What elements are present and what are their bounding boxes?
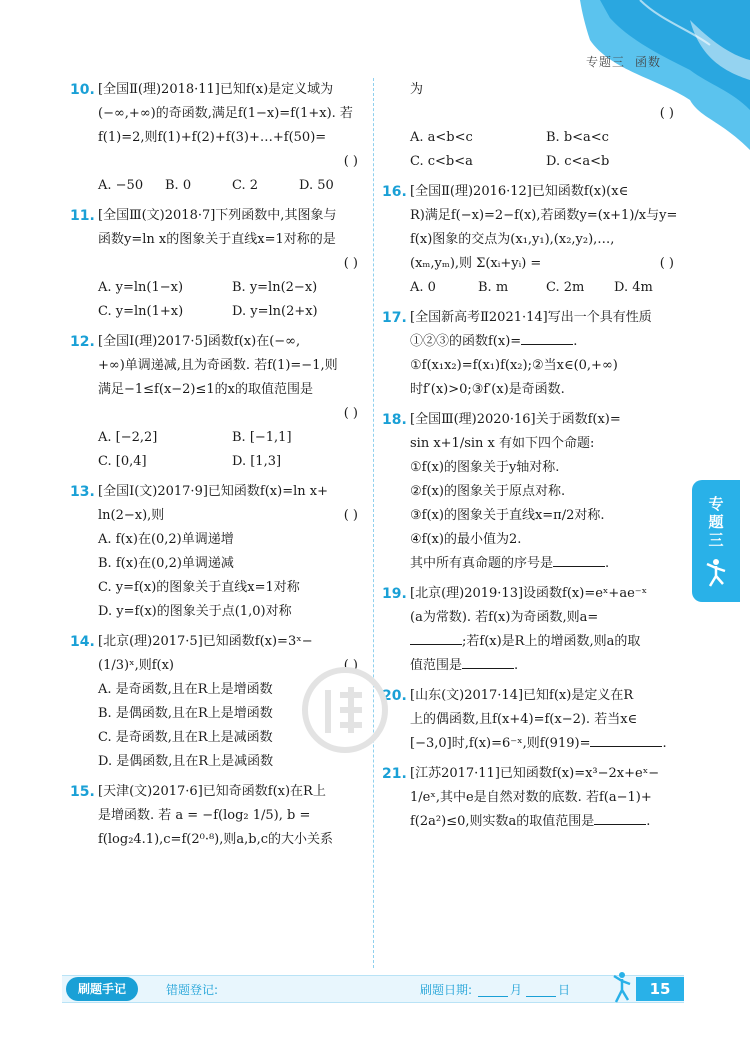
question-number: 15. [70, 784, 95, 800]
question-11 [70, 204, 366, 324]
question-text: 其中所有真命题的序号是 [410, 556, 554, 571]
options [98, 528, 366, 624]
question-text: 满足−1≤f(x−2)≤1的x的取值范围是 [98, 382, 314, 397]
question-text: [全国Ⅱ(理)2018·11]已知f(x)是定义域为 [98, 82, 334, 97]
section-header [586, 53, 661, 70]
question-text: ①②③的函数f(x)= [410, 334, 522, 349]
question-number: 13. [70, 484, 95, 500]
question-text: ;若f(x)是R上的增函数,则a的取 [462, 634, 641, 649]
question-text: f(log₂4.1),c=f(2⁰·⁸),则a,b,c的大小关系 [98, 832, 333, 847]
question-text: (1/3)ˣ,则f(x) [98, 658, 174, 673]
question-number: 21. [382, 766, 407, 782]
question-text: [北京(理)2019·13]设函数f(x)=eˣ+ae⁻ˣ [410, 586, 648, 601]
question-text: f(1)=2,则f(1)+f(2)+f(3)+…+f(50)= [98, 130, 327, 145]
option-c: C. 2m [546, 280, 585, 295]
options [98, 426, 366, 474]
section-label: 专题三 [586, 55, 626, 69]
question-number: 19. [382, 586, 407, 602]
column-divider [373, 78, 374, 968]
options [410, 276, 682, 300]
question-text: [全国Ⅲ(文)2018·7]下列函数中,其图象与 [98, 208, 337, 223]
question-text: ln(2−x),则 [98, 508, 165, 523]
option-b: B. 0 [165, 178, 192, 193]
page-number: 15 [636, 977, 684, 1001]
option-c: C. 是奇函数,且在R上是减函数 [98, 730, 273, 745]
topic-label: 函数 [635, 55, 662, 69]
question-text: 时f′(x)>0;③f′(x)是奇函数. [410, 382, 565, 397]
question-text: (xₘ,yₘ),则 Σ(xᵢ+yᵢ) = [410, 256, 542, 271]
question-text: 函数y=ln x的图象关于直线x=1对称的是 [98, 232, 336, 247]
question-text: [山东(文)2017·14]已知f(x)是定义在R [410, 688, 634, 703]
question-10 [70, 78, 366, 198]
question-text: 1/eˣ,其中e是自然对数的底数. 若f(a−1)+ [410, 790, 652, 805]
option-a: A. −50 [98, 178, 144, 193]
question-text: 是增函数. 若 a = −f(log₂ 1/5), b = [98, 808, 311, 823]
question-text: [天津(文)2017·6]已知奇函数f(x)在R上 [98, 784, 326, 799]
answer-paren: ( ) [343, 154, 358, 169]
day-label: 日 [558, 983, 571, 997]
question-text: +∞)单调递减,且为奇函数. 若f(1)=−1,则 [98, 358, 338, 373]
option-b: B. y=ln(2−x) [232, 280, 318, 295]
question-text: ①f(x₁x₂)=f(x₁)f(x₂);②当x∈(0,+∞) [410, 358, 618, 373]
question-text: [江苏2017·11]已知函数f(x)=x³−2x+eˣ− [410, 766, 660, 781]
month-blank [478, 983, 508, 997]
question-15 [70, 780, 366, 852]
option-b: B. f(x)在(0,2)单调递减 [98, 556, 234, 571]
question-text: sin x+1/sin x 有如下四个命题: [410, 436, 595, 451]
right-column [382, 78, 682, 840]
question-text: (a为常数). 若f(x)为奇函数,则a= [410, 610, 599, 625]
question-text: (−∞,+∞)的奇函数,满足f(1−x)=f(1+x). 若 [98, 106, 353, 121]
option-a: A. f(x)在(0,2)单调递增 [98, 532, 234, 547]
footer-dancer-icon [612, 970, 632, 1004]
question-20: 20. [山东(文)2017·14]已知f(x)是定义在R 上的偶函数,且f(x+4)=f(x−2). 若当x∈ [−3,0]时,f(x)=6⁻ˣ,则f(919)= . [382, 684, 682, 756]
option-c: C. y=ln(1+x) [98, 304, 184, 319]
question-number: 10. [70, 82, 95, 98]
option-c: C. y=f(x)的图象关于直线x=1对称 [98, 580, 300, 595]
month-label: 月 [510, 983, 523, 997]
question-text: 值范围是 [410, 658, 463, 673]
day-blank [526, 983, 556, 997]
option-c: C. 2 [232, 178, 259, 193]
footer-bar [62, 975, 684, 1003]
option-a: A. 0 [410, 280, 436, 295]
option-a: A. 是奇函数,且在R上是增函数 [98, 682, 273, 697]
watermark-seal [300, 665, 390, 755]
question-16 [382, 180, 682, 300]
claim-4: ④f(x)的最小值为2. [410, 532, 522, 547]
option-b: B. [−1,1] [232, 430, 292, 445]
options [410, 126, 682, 174]
claim-1: ①f(x)的图象关于y轴对称. [410, 460, 560, 475]
question-text: f(2a²)≤0,则实数a的取值范围是 [410, 814, 595, 829]
answer-blank [521, 331, 573, 345]
chapter-side-tab [692, 480, 740, 602]
answer-paren: ( ) [343, 406, 358, 421]
answer-blank [594, 811, 646, 825]
options [98, 276, 366, 324]
question-number: 16. [382, 184, 407, 200]
question-text: [全国新高考Ⅱ2021·14]写出一个具有性质 [410, 310, 652, 325]
question-text: R)满足f(−x)=2−f(x),若函数y=(x+1)/x与y= [410, 208, 678, 223]
question-text: [全国Ⅰ(理)2017·5]函数f(x)在(−∞, [98, 334, 301, 349]
question-text: [全国Ⅱ(理)2016·12]已知函数f(x)(x∈ [410, 184, 629, 199]
question-17: 17. [全国新高考Ⅱ2021·14]写出一个具有性质 ①②③的函数f(x)= . ①f(x₁x₂)=f(x₁)f(x₂);②当x∈(0,+∞) 时f′(x)>0;③f′(x)是奇函数. [382, 306, 682, 402]
question-15-continued [382, 78, 682, 174]
option-d: D. 是偶函数,且在R上是减函数 [98, 754, 274, 769]
option-d: D. 50 [299, 178, 334, 193]
question-21: 21. [江苏2017·11]已知函数f(x)=x³−2x+eˣ− 1/eˣ,其中e是自然对数的底数. 若f(a−1)+ f(2a²)≤0,则实数a的取值范围是 . [382, 762, 682, 834]
footer-logo: 刷题手记 [66, 977, 138, 1001]
question-18: 18. [全国Ⅲ(理)2020·16]关于函数f(x)= sin x+1/sin x 有如下四个命题: ①f(x)的图象关于y轴对称. ②f(x)的图象关于原点对称. ③f(x)的图象关于直线x=π/2对称. ④f(x)的最小值为2. 其中所有真命题的序号是 . [382, 408, 682, 576]
question-13 [70, 480, 366, 624]
option-c: C. c<b<a [410, 154, 473, 169]
question-number: 17. [382, 310, 407, 326]
answer-blank [462, 655, 514, 669]
answer-blank [410, 631, 462, 645]
side-tab-char: 题 [708, 513, 724, 531]
answer-paren: ( ) [343, 508, 358, 523]
option-d: D. 4m [614, 280, 653, 295]
option-a: A. y=ln(1−x) [98, 280, 184, 295]
question-19: 19. [北京(理)2019·13]设函数f(x)=eˣ+ae⁻ˣ (a为常数). 若f(x)为奇函数,则a= ;若f(x)是R上的增函数,则a的取 值范围是 . [382, 582, 682, 678]
answer-paren: ( ) [343, 256, 358, 271]
question-text: [全国Ⅰ(文)2017·9]已知函数f(x)=ln x+ [98, 484, 328, 499]
answer-paren: ( ) [659, 106, 674, 121]
question-text: [北京(理)2017·5]已知函数f(x)=3ˣ− [98, 634, 313, 649]
question-number: 12. [70, 334, 95, 350]
side-tab-char: 三 [708, 531, 724, 549]
answer-paren: ( ) [343, 658, 358, 673]
answer-blank [553, 553, 605, 567]
answer-blank [590, 733, 662, 747]
mistake-record-label: 错题登记: [166, 983, 219, 997]
option-d: D. [1,3] [232, 454, 282, 469]
option-a: A. a<b<c [410, 130, 473, 145]
date-label: 刷题日期: [420, 983, 473, 997]
option-a: A. [−2,2] [98, 430, 158, 445]
option-d: D. y=ln(2+x) [232, 304, 318, 319]
question-number: 11. [70, 208, 95, 224]
question-number: 20. [382, 688, 407, 704]
question-number: 18. [382, 412, 407, 428]
answer-paren: ( ) [659, 256, 674, 271]
claim-2: ②f(x)的图象关于原点对称. [410, 484, 566, 499]
option-b: B. b<a<c [546, 130, 609, 145]
question-text: [−3,0]时,f(x)=6⁻ˣ,则f(919)= [410, 736, 591, 751]
dancer-icon [704, 558, 728, 588]
option-b: B. 是偶函数,且在R上是增函数 [98, 706, 273, 721]
question-text: [全国Ⅲ(理)2020·16]关于函数f(x)= [410, 412, 621, 427]
option-d: D. c<a<b [546, 154, 610, 169]
side-tab-char: 专 [708, 495, 724, 513]
option-d: D. y=f(x)的图象关于点(1,0)对称 [98, 604, 292, 619]
question-text: 为 [410, 82, 424, 97]
question-12 [70, 330, 366, 474]
option-c: C. [0,4] [98, 454, 147, 469]
option-b: B. m [478, 280, 509, 295]
question-text: f(x)图象的交点为(x₁,y₁),(x₂,y₂),…, [410, 232, 615, 247]
claim-3: ③f(x)的图象关于直线x=π/2对称. [410, 508, 605, 523]
options [98, 174, 366, 198]
question-text: 上的偶函数,且f(x+4)=f(x−2). 若当x∈ [410, 712, 638, 727]
question-number: 14. [70, 634, 95, 650]
